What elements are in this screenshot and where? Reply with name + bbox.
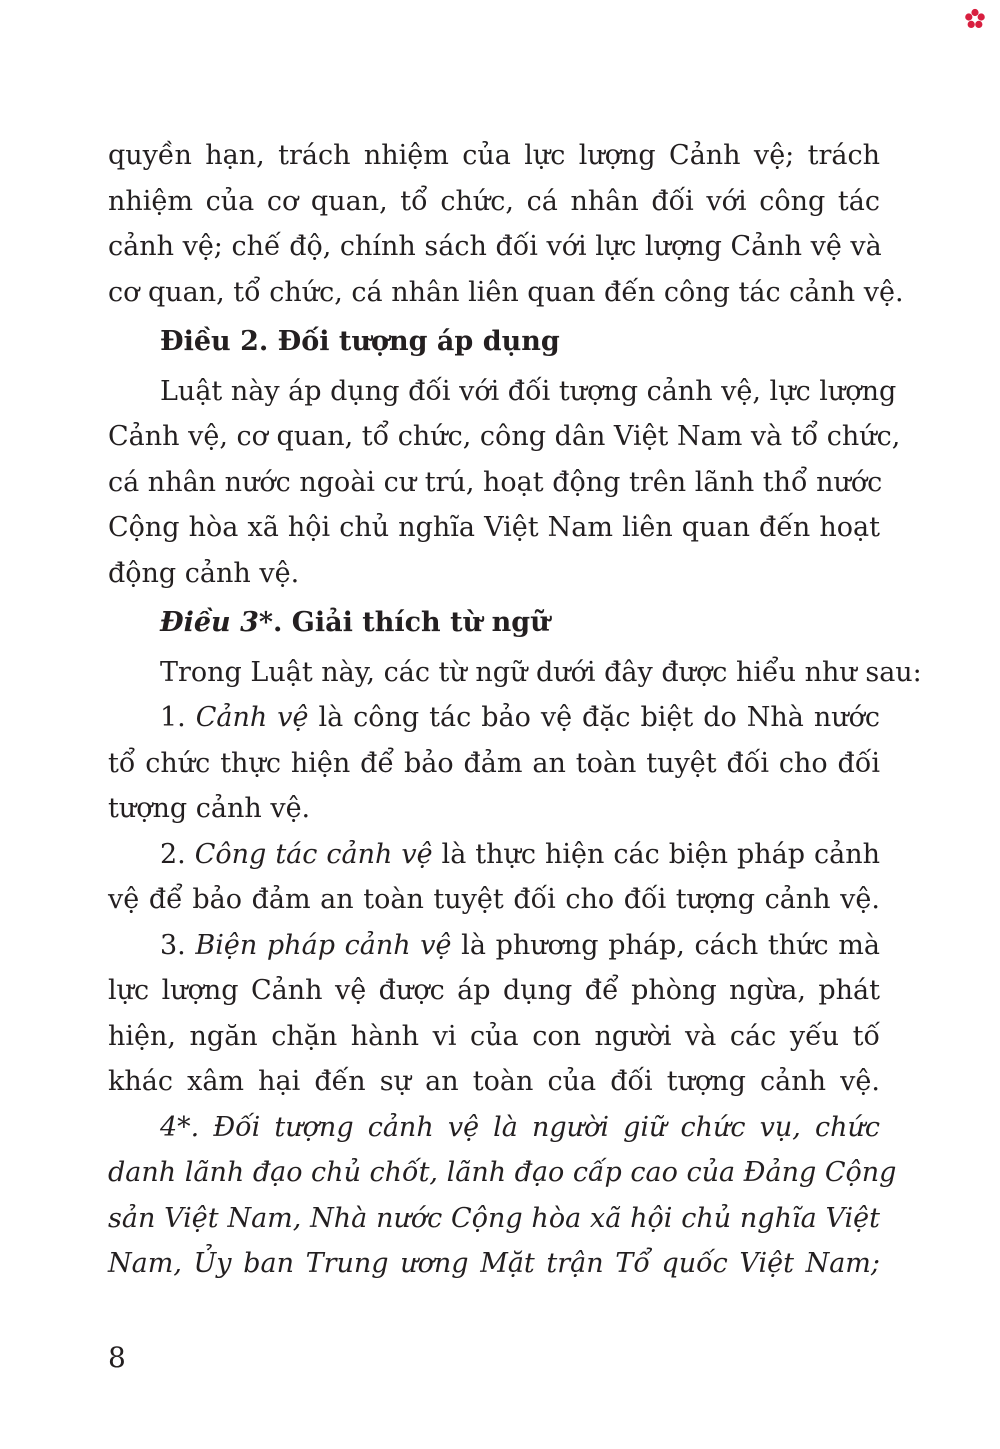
defined-term: Cảnh vệ bbox=[195, 702, 309, 733]
text-line: Cảnh vệ, cơ quan, tổ chức, công dân Việt Nam và tổ chức, bbox=[108, 421, 901, 452]
text-line: quyền hạn, trách nhiệm của lực lượng Cảnh vệ; trách bbox=[108, 140, 880, 171]
text-line: động cảnh vệ. bbox=[108, 557, 300, 589]
definition-item-4 bbox=[108, 1105, 897, 1287]
text-line bbox=[108, 832, 880, 878]
text-line: 4*. Đối tượng cảnh vệ là người giữ chức vụ, chức bbox=[160, 1111, 880, 1143]
flower-ornament-icon bbox=[964, 8, 986, 30]
item-number: 3. bbox=[160, 929, 196, 961]
text-line: hiện, ngăn chặn hành vi của con người và các yếu tố bbox=[108, 1020, 880, 1052]
article-1-continuation bbox=[108, 133, 904, 315]
text-line: Cộng hòa xã hội chủ nghĩa Việt Nam liên quan đến hoạt bbox=[108, 512, 880, 543]
article-3-title: . Giải thích từ ngữ bbox=[272, 607, 550, 638]
article-3-intro: Trong Luật này, các từ ngữ dưới đây được hiểu như sau: bbox=[160, 656, 922, 688]
text-line: tượng cảnh vệ. bbox=[108, 793, 311, 824]
article-2-heading: Điều 2. Đối tượng áp dụng bbox=[160, 326, 560, 357]
page-number: 8 bbox=[108, 1341, 126, 1374]
item-number: 1. bbox=[160, 702, 196, 733]
text-line bbox=[108, 695, 880, 741]
definition-item-1 bbox=[108, 695, 880, 832]
page-body bbox=[108, 133, 922, 1287]
text-line: cơ quan, tổ chức, cá nhân liên quan đến công tác cảnh vệ. bbox=[108, 276, 904, 308]
text-line: cá nhân nước ngoài cư trú, hoạt động trên lãnh thổ nước bbox=[108, 466, 883, 498]
text-line: Nam, Ủy ban Trung ương Mặt trận Tổ quốc Việt Nam; bbox=[108, 1248, 880, 1279]
text-line: khác xâm hại đến sự an toàn của đối tượng cảnh vệ. bbox=[108, 1066, 880, 1097]
definition-item-3 bbox=[108, 923, 880, 1105]
definition-item-2 bbox=[108, 832, 880, 923]
defined-term: Công tác cảnh vệ bbox=[194, 838, 433, 870]
item-number: 2. bbox=[160, 838, 195, 870]
article-3-number: Điều 3* bbox=[160, 607, 273, 638]
definition-text: là thực hiện các biện pháp cảnh bbox=[432, 838, 880, 870]
definition-text: là công tác bảo vệ đặc biệt do Nhà nước bbox=[308, 702, 880, 733]
defined-term: Biện pháp cảnh vệ bbox=[195, 929, 452, 961]
article-3-heading bbox=[108, 600, 880, 646]
text-line: danh lãnh đạo chủ chốt, lãnh đạo cấp cao của Đảng Cộng bbox=[108, 1157, 897, 1188]
text-line: Luật này áp dụng đối với đối tượng cảnh vệ, lực lượng bbox=[160, 375, 897, 407]
text-line: sản Việt Nam, Nhà nước Cộng hòa xã hội chủ nghĩa Việt bbox=[108, 1202, 880, 1234]
article-2-body bbox=[108, 369, 901, 597]
text-line: tổ chức thực hiện để bảo đảm an toàn tuyệt đối cho đối bbox=[108, 747, 880, 779]
text-line: nhiệm của cơ quan, tổ chức, cá nhân đối với công tác bbox=[108, 185, 880, 217]
text-line: cảnh vệ; chế độ, chính sách đối với lực lượng Cảnh vệ và bbox=[108, 231, 882, 262]
definition-text: là phương pháp, cách thức mà bbox=[451, 929, 881, 961]
text-line bbox=[108, 923, 880, 969]
text-line: lực lượng Cảnh vệ được áp dụng để phòng ngừa, phát bbox=[108, 975, 880, 1006]
text-line: vệ để bảo đảm an toàn tuyệt đối cho đối tượng cảnh vệ. bbox=[108, 884, 880, 915]
